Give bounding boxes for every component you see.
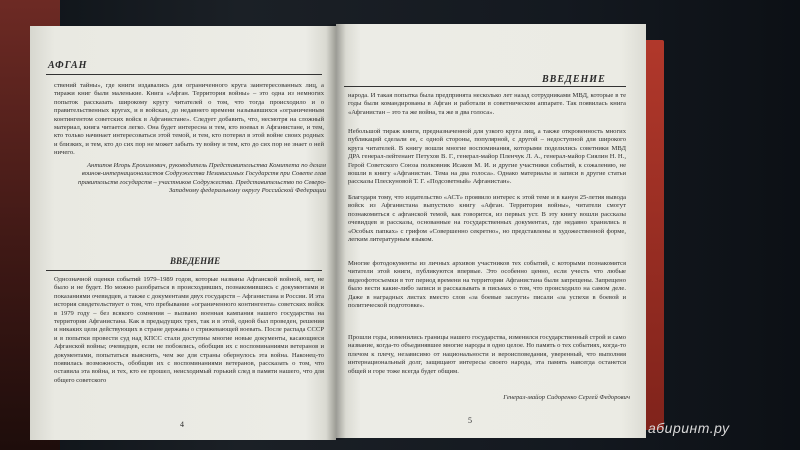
right-paragraph-1: народа. И такая попытка была предпринята несколько лет назад сотрудниками МВД, которые в те годы были командированы в Афган и работали в советническом аппарате. Так появилась книга «Афганистан – это та же война, та же в два голоса». <box>348 92 626 116</box>
right-paragraph-4: Многие фотодокументы из личных архивов участников тех событий, с которыми познакомятся читатели этой книги, публикуются впервые. Это особенно ценно, если учесть что любые видеофотосъемки в тот период времени на территории Афганистана были запрещены. Запрещено было вести какие-либо записи и рассказывать в письмах о том, что происходило на самом деле. Даже в наградных листах вместо слов «за боевые заслуги» писали «за успехи в боевой и политической подготовке». <box>348 260 626 310</box>
left-section-rule <box>46 270 322 271</box>
left-section-paragraph: Однозначной оценки событий 1979–1989 годов, которые названы Афганской войной, нет, не было и не будет. Но можно разобраться в происходивших, познакомившись с документами и показаниями очевидцев, а также с документами двух государств – Афганистана и России. И эта история свидетельствует о том, что пребывание «ограниченного контингента» советских войск в 1979 году – без всякого сомнения – вызвано военная кампания нашего государства на территории Афганистана. Как в предыдущих трех, так и в этой, одной был проведен, решения и никаких цели действующих в стране державы о стрижевающей воевать. После распада СССР и в попытки провести суд над КПСС стали доступны многие новые документы, касающиеся Афганской войны; очевидцев, если не побоялись, обобщив их с воспоминаниями ветеранов и документами, попытаться выяснить, чем же для страны обернулось эта война. Наконец-то появилась возможность, обобщив их с воспоминаниями ветеранов, рассказать о том, что оставила эта война, и тех, кто ее прошел, неисходимый горький след в памяти нашего, что для общего советского <box>54 276 324 384</box>
left-running-head: АФГАН <box>48 60 88 71</box>
right-page-number: 5 <box>468 416 472 425</box>
watermark-text: абиринт.ру <box>648 420 730 436</box>
book-gutter <box>326 24 346 440</box>
left-section-title: ВВЕДЕНИЕ <box>170 256 221 266</box>
right-paragraph-2: Небольшой тираж книги, предназначенной для узкого круга лиц, а также откровенность многих публикаций сделали ее, с одной стороны, популярной, с другой – недоступной для широкого круга читателей. В книгу вошли многие воспоминания, которыми поделились советники МВД ДРА генерал-лейтенант Петухов В. Г., генерал-майор Пленчук Л. А., генерал-майор Сиялин Н. Н., Герой Советского Союза полковник Исаков М. И. и другие участники событий, к сожалению, не вошли в книгу «Афганистан. Тема на два голоса». Однако материалы и записи в другие статьи рассказы Плескуновой Т. Г. «Подсоветный» Афганистан». <box>348 128 626 186</box>
left-page-number: 4 <box>180 420 184 429</box>
right-paragraph-5: Прошли годы, изменились границы нашего государства, изменился государственный строй и само название, когда-то объединявшее многие народы в одно целое. Но память о тех событиях, когда-то плечом к плечу, независимо от национальности и вероисповедания, уверенный, что выполняя интернациональный долг, защищают интересы своего народа, эта память навсегда останется общей и горе тоже всегда будет общим. <box>348 334 626 375</box>
left-page <box>30 26 336 440</box>
left-head-rule <box>46 74 322 75</box>
right-paragraph-3: Благодаря тому, что издательство «АСТ» проявило интерес к этой теме и в канун 25-летия вывода войск из Афганистана выпустило книгу «Афган. Территория войны», читатели смогут познакомиться с афганской темой, как говорится, из первых уст. В эту книгу вошли рассказы очевидцев и рассказы, основанные на государственных документах, где недавно хранились в «Особых папках» с грифом «Совершенно секретно», но представлены в художественной форме, легким литературным языком. <box>348 194 626 244</box>
left-signature: Антипов Игорь Ерохимович, руководитель Представительства Комитета по делам воинов-интернационалистов Содружества Независимых Государств при Совете глав правительств государств – участников Содружества. Представительство по Северо-Западному федеральному округу Российской Федерации <box>78 162 326 195</box>
right-section-title: ВВЕДЕНИЕ <box>542 74 606 85</box>
right-head-rule <box>344 86 626 87</box>
right-signature: Генерал-майор Сидоренко Сергей Федорович <box>503 394 630 401</box>
left-intro-paragraph: ствений тайны», где книги издавались для ограниченного круга заинтересованных лиц, а тиражи книг были маленькие. Книга «Афган. Территория войны» – это одна из немногих попыток рассказать широкому кругу читателей о том, что тогда происходило и о правительственных кругах, и в войсках, до недавнего времени называвшихся «ограниченным контингентом советских войск в Афганистане». Следует добавить, что, несмотря на сложный материал, книга читается легко. Она будет интересна и тем, кто воевал в Афганистане, и тем, кто только начинает интересоваться этой темой, и тем, кто потерял в этой войне своих родных и близких, и тем, кто до сих пор не может забыть ту войну и тем, кто до сих пор не знает о ней ничего. <box>54 82 324 157</box>
right-page <box>336 24 646 438</box>
